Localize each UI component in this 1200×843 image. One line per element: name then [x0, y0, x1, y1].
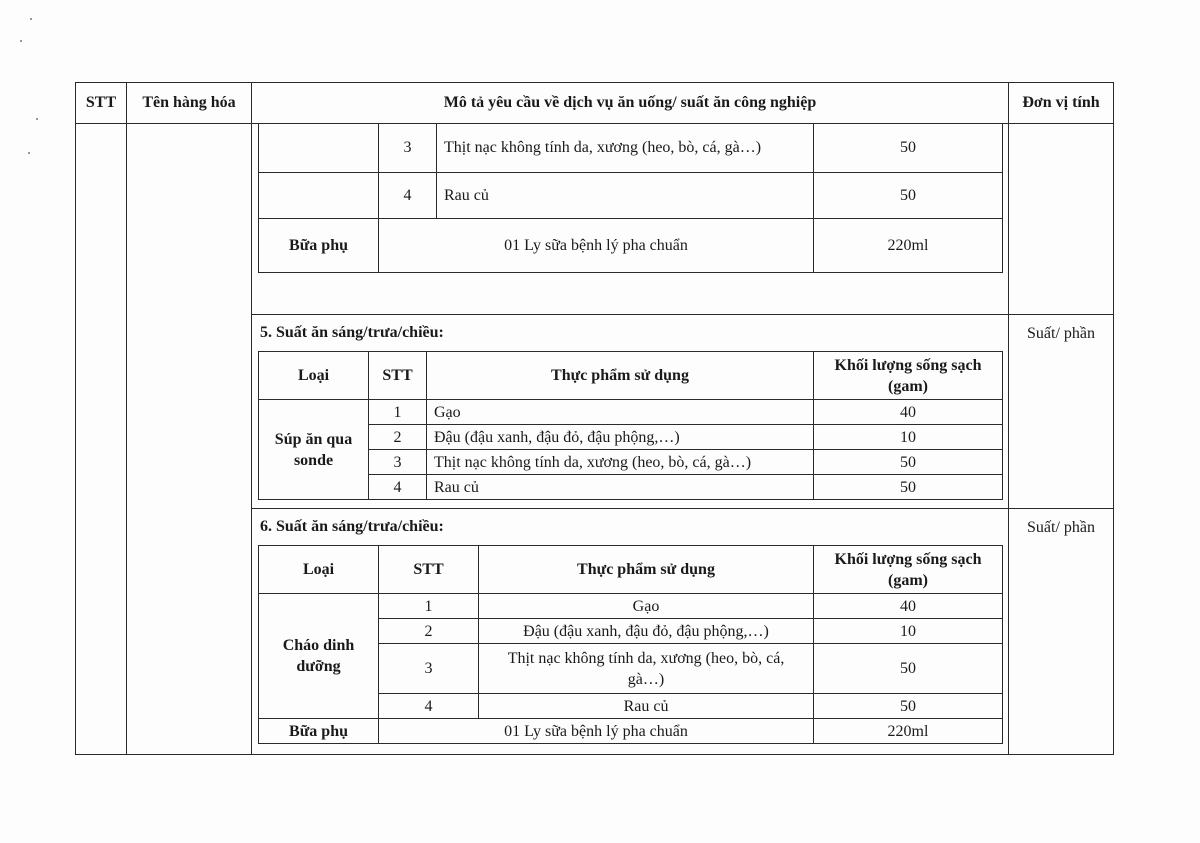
row-stt: 4 — [379, 694, 479, 719]
col-header-stt: STT — [379, 546, 479, 594]
stt-cell — [76, 124, 127, 755]
row-food: Đậu (đậu xanh, đậu đỏ, đậu phộng,…) — [427, 425, 814, 450]
snack-desc: 01 Ly sữa bệnh lý pha chuẩn — [379, 719, 814, 744]
row-stt: 3 — [379, 124, 437, 172]
row-weight: 50 — [814, 694, 1003, 719]
snack-label: Bữa phụ — [259, 218, 379, 272]
main-table-header — [76, 83, 1114, 124]
col-header-food: Thực phẩm sử dụng — [479, 546, 814, 594]
row-stt: 1 — [379, 594, 479, 619]
scan-speck — [28, 152, 30, 154]
main-table — [75, 82, 1114, 755]
row-food: Đậu (đậu xanh, đậu đỏ, đậu phộng,…) — [479, 619, 814, 644]
row-food: Rau củ — [427, 475, 814, 500]
continuation-cell — [252, 124, 1009, 315]
row-weight: 10 — [814, 425, 1003, 450]
row-food: Thịt nạc không tính da, xương (heo, bò, cá, gà…) — [437, 124, 814, 172]
row-stt: 1 — [369, 400, 427, 425]
row-stt: 4 — [369, 475, 427, 500]
col-header-stt: STT — [369, 352, 427, 400]
row-weight: 50 — [814, 644, 1003, 694]
table-row — [259, 475, 1003, 500]
row-stt: 2 — [369, 425, 427, 450]
section-5-unit: Suất/ phần — [1009, 315, 1114, 509]
merged-type-cell — [259, 124, 379, 172]
header-stt: STT — [76, 83, 127, 124]
snack-row — [259, 218, 1003, 272]
row-food: Gạo — [479, 594, 814, 619]
row-weight: 40 — [814, 400, 1003, 425]
row-stt: 3 — [379, 644, 479, 694]
table-row — [259, 425, 1003, 450]
col-header-weight: Khối lượng sống sạch (gam) — [814, 352, 1003, 400]
col-header-loai: Loại — [259, 352, 369, 400]
col-header-weight: Khối lượng sống sạch (gam) — [814, 546, 1003, 594]
snack-label: Bữa phụ — [259, 719, 379, 744]
food-type: Súp ăn qua sonde — [259, 400, 369, 500]
row-stt: 4 — [379, 172, 437, 218]
table-row — [259, 124, 1003, 172]
row-food: Gạo — [427, 400, 814, 425]
section-6-table — [258, 545, 1003, 744]
header-mo-ta: Mô tả yêu cầu về dịch vụ ăn uống/ suất ăn công nghiệp — [252, 83, 1009, 124]
section-6-title: 6. Suất ăn sáng/trưa/chiều: — [260, 518, 444, 535]
table-row — [259, 400, 1003, 425]
section-5-title: 5. Suất ăn sáng/trưa/chiều: — [260, 324, 444, 341]
scan-speck — [30, 18, 32, 20]
row-continuation — [76, 124, 1114, 315]
section-6-cell — [252, 509, 1009, 755]
table-row — [259, 172, 1003, 218]
row-food: Thịt nạc không tính da, xương (heo, bò, cá, gà…) — [427, 450, 814, 475]
table-row — [259, 450, 1003, 475]
section-6-unit: Suất/ phần — [1009, 509, 1114, 755]
row-weight: 40 — [814, 594, 1003, 619]
row-food: Rau củ — [437, 172, 814, 218]
table-header-row — [259, 352, 1003, 400]
row-food: Rau củ — [479, 694, 814, 719]
food-type: Cháo dinh dưỡng — [259, 594, 379, 719]
snack-weight: 220ml — [814, 719, 1003, 744]
section-5-cell — [252, 315, 1009, 509]
row-weight: 10 — [814, 619, 1003, 644]
snack-desc: 01 Ly sữa bệnh lý pha chuẩn — [379, 218, 814, 272]
col-header-food: Thực phẩm sử dụng — [427, 352, 814, 400]
ten-hang-hoa-cell — [127, 124, 252, 755]
scan-speck — [36, 118, 38, 120]
unit-cell-empty — [1009, 124, 1114, 315]
row-weight: 50 — [814, 475, 1003, 500]
table-header-row — [259, 546, 1003, 594]
scan-speck — [20, 40, 22, 42]
header-don-vi: Đơn vị tính — [1009, 83, 1114, 124]
table-row — [259, 594, 1003, 619]
merged-type-cell — [259, 172, 379, 218]
snack-weight: 220ml — [814, 218, 1003, 272]
row-weight: 50 — [814, 450, 1003, 475]
row-stt: 2 — [379, 619, 479, 644]
row-stt: 3 — [369, 450, 427, 475]
row-food: Thịt nạc không tính da, xương (heo, bò, cá, gà…) — [479, 644, 814, 694]
section-5-table — [258, 351, 1003, 500]
col-header-loai: Loại — [259, 546, 379, 594]
continuation-table — [258, 124, 1003, 273]
header-ten-hang-hoa: Tên hàng hóa — [127, 83, 252, 124]
row-weight: 50 — [814, 172, 1003, 218]
row-weight: 50 — [814, 124, 1003, 172]
snack-row — [259, 719, 1003, 744]
